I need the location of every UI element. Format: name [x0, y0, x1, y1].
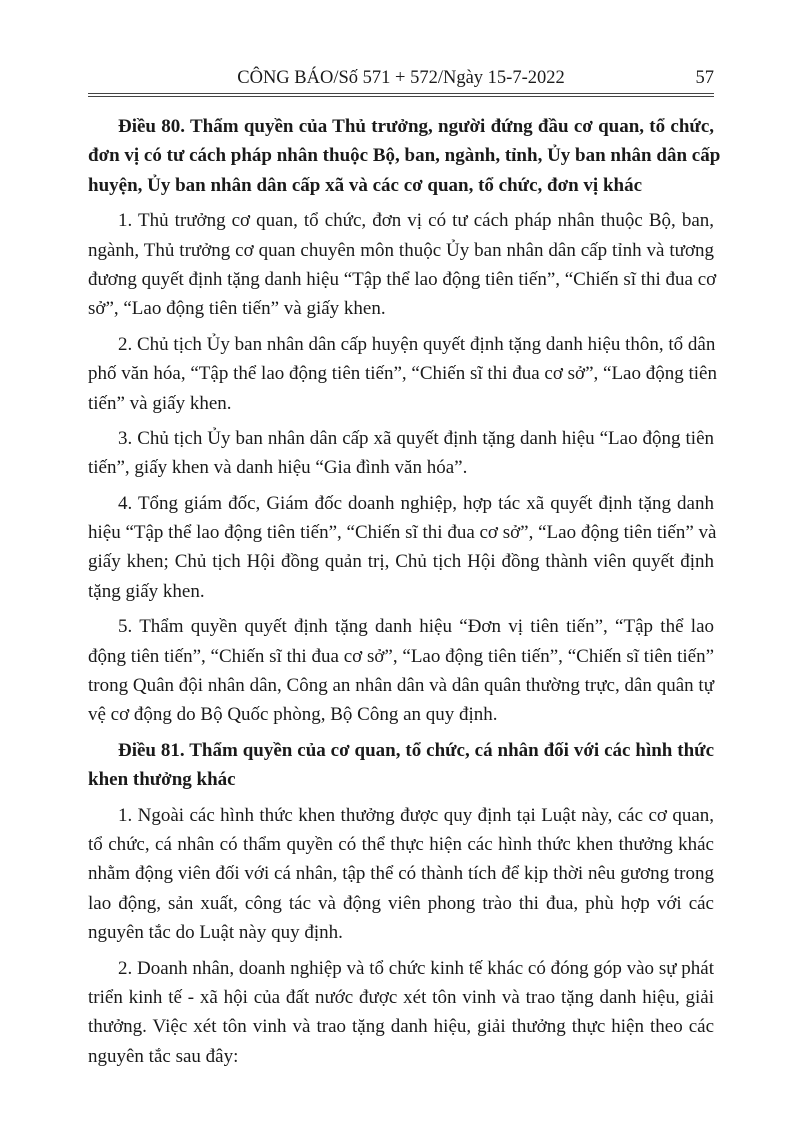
text-line: tiến”, giấy khen và danh hiệu “Gia đình văn hóa”. — [88, 457, 468, 479]
text-line: tặng giấy khen. — [88, 580, 205, 602]
text-line: trong Quân đội nhân dân, Công an nhân dân và dân quân thường trực, dân quân tự — [88, 675, 714, 697]
paragraph — [88, 206, 717, 324]
document-body — [88, 112, 721, 1071]
text-line: tổ chức, cá nhân có thẩm quyền có thể thực hiện các hình thức khen thưởng khác — [88, 833, 714, 855]
text-line: 2. Chủ tịch Ủy ban nhân dân cấp huyện quyết định tặng danh hiệu thôn, tổ dân — [118, 333, 716, 355]
text-line: sở”, “Lao động tiên tiến” và giấy khen. — [88, 298, 386, 320]
text-line: 2. Doanh nhân, doanh nghiệp và tổ chức kinh tế khác có đóng góp vào sự phát — [118, 957, 714, 979]
text-line: triển kinh tế - xã hội của đất nước được xét tôn vinh và trao tặng danh hiệu, giải — [88, 986, 714, 1008]
text-line: ngành, Thủ trưởng cơ quan chuyên môn thuộc Ủy ban nhân dân cấp tỉnh và tương — [88, 239, 714, 261]
article-heading — [88, 112, 721, 200]
text-line: Điều 80. Thẩm quyền của Thủ trưởng, người đứng đầu cơ quan, tổ chức, — [118, 116, 714, 137]
paragraph — [88, 489, 717, 607]
text-line: lao động, sản xuất, công tác và động viên phong trào thi đua, phù hợp với các — [88, 892, 714, 914]
text-line: 4. Tổng giám đốc, Giám đốc doanh nghiệp, hợp tác xã quyết định tặng danh — [118, 492, 714, 514]
text-line: 5. Thẩm quyền quyết định tặng danh hiệu “Đơn vị tiên tiến”, “Tập thể lao — [118, 616, 714, 638]
text-line: đơn vị có tư cách pháp nhân thuộc Bộ, ban, ngành, tỉnh, Ủy ban nhân dân cấp — [88, 145, 721, 167]
text-line: tiến” và giấy khen. — [88, 392, 232, 414]
text-line: giấy khen; Chủ tịch Hội đồng quản trị, Chủ tịch Hội đồng thành viên quyết định — [88, 551, 714, 573]
text-line: 3. Chủ tịch Ủy ban nhân dân cấp xã quyết định tặng danh hiệu “Lao động tiên — [118, 427, 714, 449]
text-line: nhằm động viên đối với cá nhân, tập thể có thành tích để kịp thời nêu gương trong — [88, 863, 714, 885]
paragraph — [88, 424, 714, 483]
text-line: vệ cơ động do Bộ Quốc phòng, Bộ Công an quy định. — [88, 704, 498, 726]
page-number: 57 — [695, 68, 714, 88]
text-line: 1. Ngoài các hình thức khen thưởng được quy định tại Luật này, các cơ quan, — [118, 804, 714, 826]
text-line: hiệu “Tập thể lao động tiên tiến”, “Chiến sĩ thi đua cơ sở”, “Lao động tiên tiến” và — [88, 522, 717, 544]
text-line: 1. Thủ trưởng cơ quan, tổ chức, đơn vị có tư cách pháp nhân thuộc Bộ, ban, — [118, 210, 714, 232]
text-line: khen thưởng khác — [88, 769, 236, 791]
gazette-title: CÔNG BÁO/Số 571 + 572/Ngày 15-7-2022 — [237, 68, 565, 88]
paragraph — [88, 330, 717, 418]
text-line: động tiên tiến”, “Chiến sĩ thi đua cơ sở”, “Lao động tiên tiến”, “Chiến sĩ tiên tiến” — [88, 645, 714, 667]
header-double-rule — [88, 93, 714, 97]
text-line: thưởng. Việc xét tôn vinh và trao tặng danh hiệu, giải thưởng thực hiện theo các — [88, 1016, 714, 1038]
text-line: nguyên tắc sau đây: — [88, 1045, 239, 1067]
text-line: nguyên tắc do Luật này quy định. — [88, 922, 343, 944]
article-heading — [88, 736, 714, 795]
paragraph — [88, 954, 714, 1072]
text-line: Điều 81. Thẩm quyền của cơ quan, tổ chức, cá nhân đối với các hình thức — [118, 739, 714, 761]
text-line: phố văn hóa, “Tập thể lao động tiên tiến”, “Chiến sĩ thi đua cơ sở”, “Lao động tiên — [88, 363, 717, 385]
text-line: đương quyết định tặng danh hiệu “Tập thể lao động tiên tiến”, “Chiến sĩ thi đua cơ — [88, 268, 717, 290]
text-line: huyện, Ủy ban nhân dân cấp xã và các cơ quan, tổ chức, đơn vị khác — [88, 174, 643, 196]
paragraph — [88, 612, 714, 730]
paragraph — [88, 801, 714, 948]
page-header — [88, 68, 714, 92]
